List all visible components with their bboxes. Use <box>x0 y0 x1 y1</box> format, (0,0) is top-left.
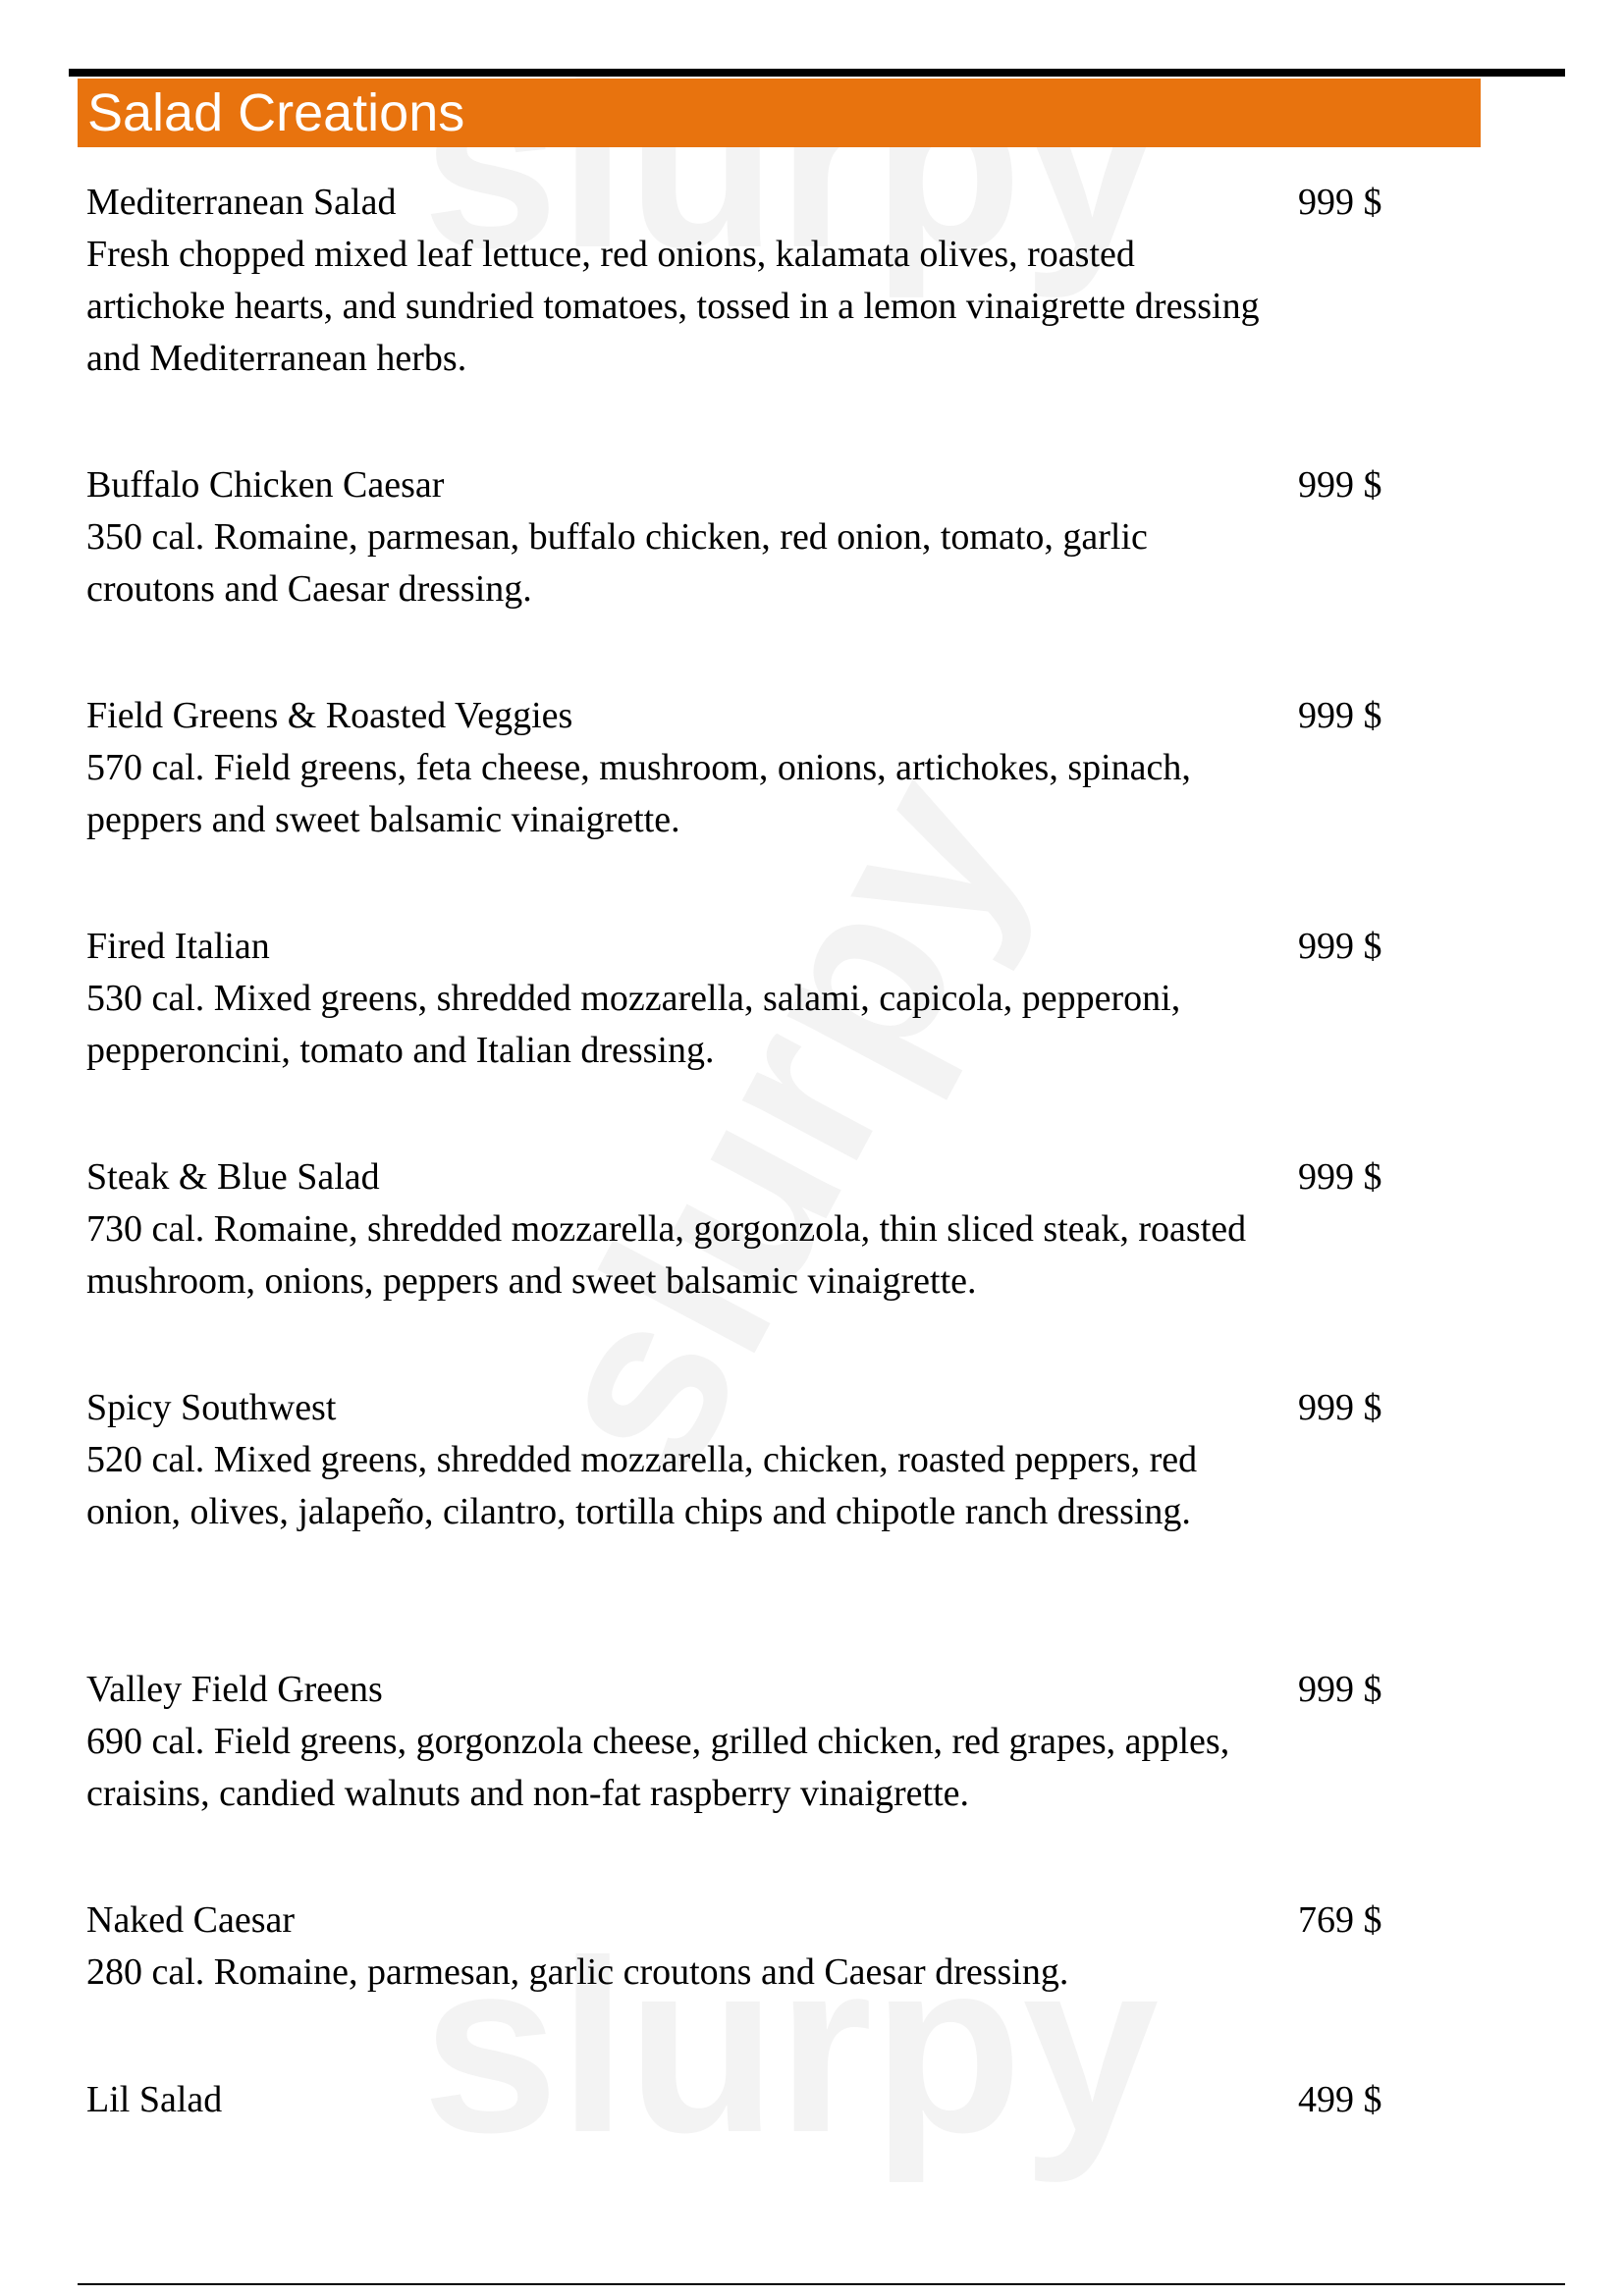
menu-item <box>86 177 1402 385</box>
menu-item-name: Spicy Southwest <box>86 1387 337 1428</box>
menu-item-description: 730 cal. Romaine, shredded mozzarella, gorgonzola, thin sliced steak, roasted mushroom, onions, peppers and sweet balsamic vinaigrette. <box>86 1208 1247 1302</box>
menu-item-price: 999 $ <box>1298 1156 1382 1198</box>
menu-item-price: 999 $ <box>1298 926 1382 967</box>
menu-item-price: 999 $ <box>1298 182 1382 223</box>
menu-item-name: Mediterranean Salad <box>86 182 397 223</box>
menu-item <box>86 1382 1402 1538</box>
menu-item-price: 999 $ <box>1298 1387 1382 1428</box>
menu-item-description: 570 cal. Field greens, feta cheese, mushroom, onions, artichokes, spinach, peppers and sweet balsamic vinaigrette. <box>86 747 1191 840</box>
menu-item <box>86 2074 1402 2126</box>
section-title: Salad Creations <box>87 83 465 142</box>
menu-item-name: Valley Field Greens <box>86 1669 383 1710</box>
menu-item <box>86 1664 1402 1820</box>
menu-item-name: Lil Salad <box>86 2079 223 2120</box>
menu-item-price: 999 $ <box>1298 1669 1382 1710</box>
menu-item-name: Buffalo Chicken Caesar <box>86 464 445 506</box>
section-header <box>78 79 1481 147</box>
menu-item-price: 999 $ <box>1298 695 1382 736</box>
menu-item-price: 999 $ <box>1298 464 1382 506</box>
menu-item-description: 350 cal. Romaine, parmesan, buffalo chicken, red onion, tomato, garlic croutons and Caesar dressing. <box>86 516 1148 610</box>
menu-item-price: 769 $ <box>1298 1899 1382 1941</box>
menu-item-description: 280 cal. Romaine, parmesan, garlic croutons and Caesar dressing. <box>86 1951 1069 1993</box>
menu-item <box>86 1895 1402 1999</box>
menu-item-price: 499 $ <box>1298 2079 1382 2120</box>
menu-item-name: Steak & Blue Salad <box>86 1156 380 1198</box>
bottom-divider <box>78 2283 1565 2285</box>
menu-item-description: Fresh chopped mixed leaf lettuce, red onions, kalamata olives, roasted artichoke hearts, and sundried tomatoes, tossed in a lemon vinaigrette dressing and Mediterranean herbs. <box>86 234 1260 379</box>
menu-item-name: Fired Italian <box>86 926 270 967</box>
menu-item <box>86 1151 1402 1308</box>
menu-item <box>86 921 1402 1077</box>
top-divider <box>69 69 1565 77</box>
menu-item-description: 690 cal. Field greens, gorgonzola cheese, grilled chicken, red grapes, apples, craisins, candied walnuts and non-fat raspberry vinaigrette. <box>86 1721 1230 1814</box>
menu-item-name: Field Greens & Roasted Veggies <box>86 695 573 736</box>
menu-item-name: Naked Caesar <box>86 1899 296 1941</box>
menu-item <box>86 690 1402 846</box>
menu-item-description: 530 cal. Mixed greens, shredded mozzarella, salami, capicola, pepperoni, pepperoncini, tomato and Italian dressing. <box>86 978 1181 1071</box>
menu-item <box>86 459 1402 615</box>
menu-item-description: 520 cal. Mixed greens, shredded mozzarella, chicken, roasted peppers, red onion, olives, jalapeño, cilantro, tortilla chips and chipotle ranch dressing. <box>86 1439 1198 1532</box>
